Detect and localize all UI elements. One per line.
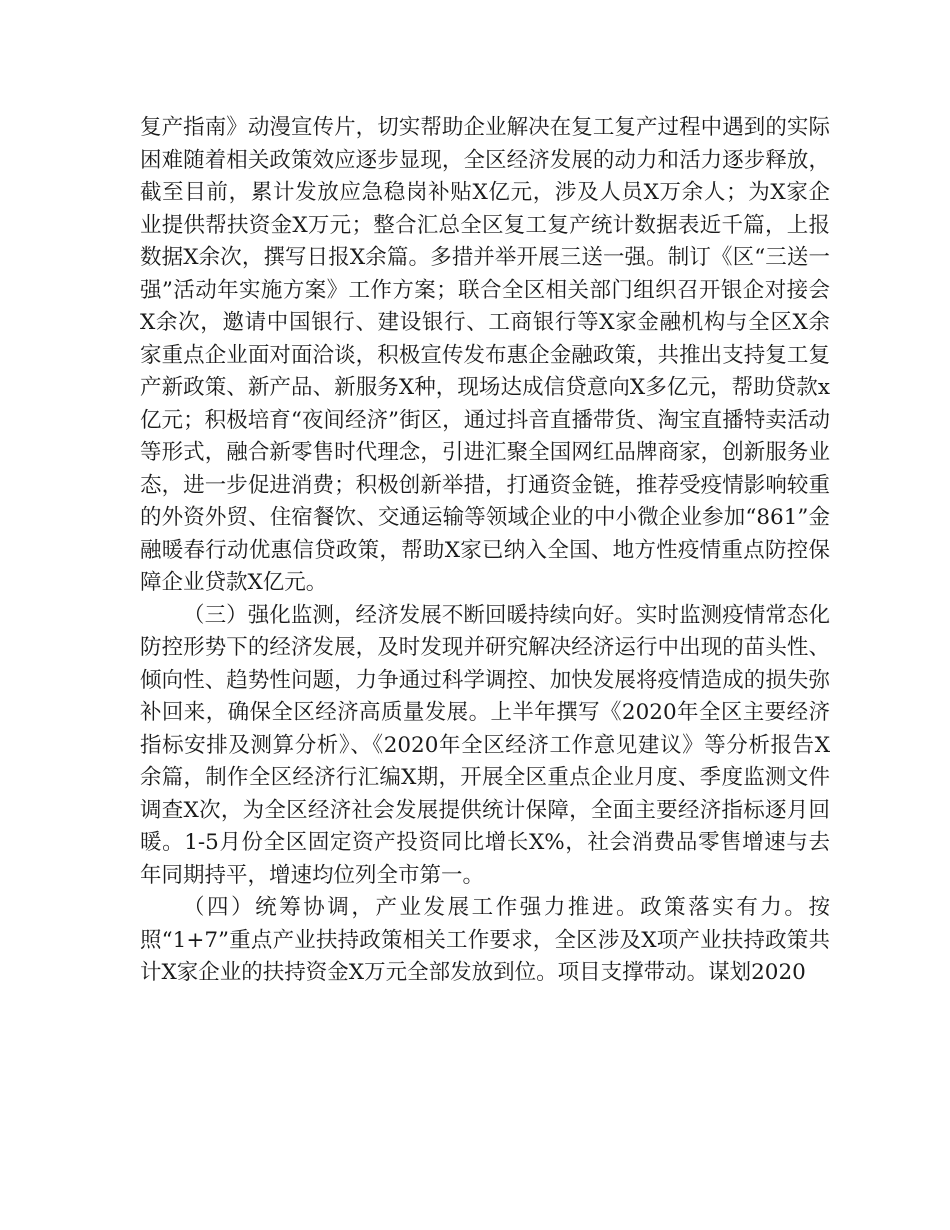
paragraph-section-four: （四）统筹协调，产业发展工作强力推进。政策落实有力。按照“1+7”重点产业扶持政策相关工作要求，全区涉及X项产业扶持政策共计X家企业的扶持资金X万元全部发放到位。项目支撑带动。谋划2020 bbox=[140, 895, 830, 985]
paragraph-continuation: 复产指南》动漫宣传片，切实帮助企业解决在复工复产过程中遇到的实际困难随着相关政策效应逐步显现，全区经济发展的动力和活力逐步释放，截至目前，累计发放应急稳岗补贴X亿元，涉及人员X万余人；为X家企业提供帮扶资金X万元；整合汇总全区复工复产统计数据表近千篇，上报数据X余次，撰写日报X余篇。多措并举开展三送一强。制订《区“三送一强”活动年实施方案》工作方案；联合全区相关部门组织召开银企对接会X余次，邀请中国银行、建设银行、工商银行等X家金融机构与全区X余家重点企业面对面洽谈，积极宣传发布惠企金融政策，共推出支持复工复产新政策、新产品、新服务X种，现场达成信贷意向X多亿元，帮助贷款x亿元；积极培育“夜间经济”街区，通过抖音直播带货、淘宝直播特卖活动等形式，融合新零售时代理念，引进汇聚全国网红品牌商家，创新服务业态，进一步促进消费；积极创新举措，打通资金链，推荐受疫情影响较重的外资外贸、住宿餐饮、交通运输等领域企业的中小微企业参加“861”金融暖春行动优惠信贷政策，帮助X家已纳入全国、地方性疫情重点防控保障企业贷款X亿元。 bbox=[140, 115, 830, 595]
document-body bbox=[140, 112, 830, 990]
paragraph-section-three: （三）强化监测，经济发展不断回暖持续向好。实时监测疫情常态化防控形势下的经济发展，及时发现并研究解决经济运行中出现的苗头性、倾向性、趋势性问题，力争通过科学调控、加快发展将疫情造成的损失弥补回来，确保全区经济高质量发展。上半年撰写《2020年全区主要经济指标安排及测算分析》、《2020年全区经济工作意见建议》等分析报告X余篇，制作全区经济行汇编X期，开展全区重点企业月度、季度监测文件调查X次，为全区经济社会发展提供统计保障，全面主要经济指标逐月回暖。1-5月份全区固定资产投资同比增长X%，社会消费品零售增速与去年同期持平，增速均位列全市第一。 bbox=[140, 602, 830, 888]
